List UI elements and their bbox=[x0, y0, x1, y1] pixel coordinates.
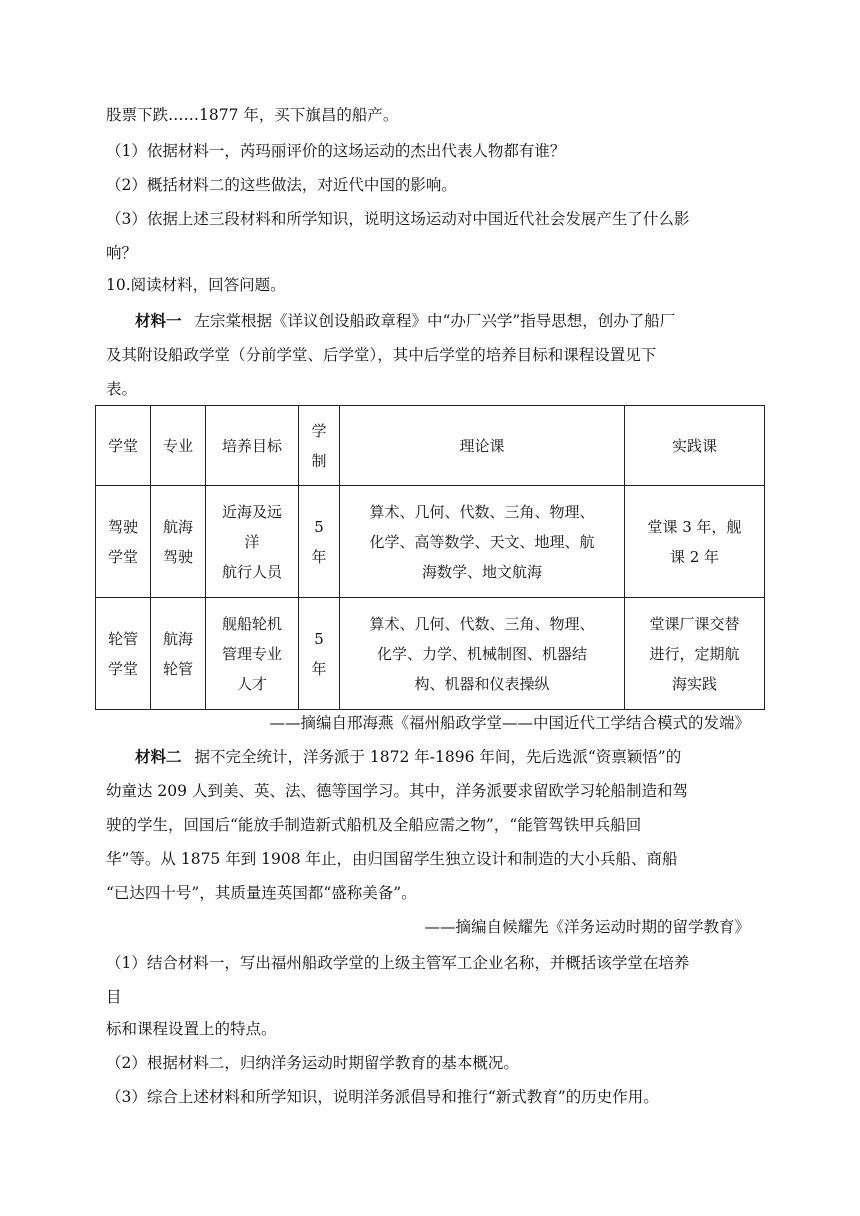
material2-text: 据不完全统计，洋务派于 1872 年-1896 年间，先后选派“资禀颖悟”的 bbox=[194, 748, 682, 766]
question-line: （2）根据材料二，归纳洋务运动时期留学教育的基本概况。 bbox=[106, 1054, 519, 1072]
table-cell: 轮管 学堂 bbox=[96, 598, 151, 710]
question-line: 响？ bbox=[106, 244, 138, 262]
table-cell: 舰船轮机 管理专业 人才 bbox=[206, 598, 299, 710]
table-row bbox=[96, 486, 765, 598]
table-header-row bbox=[96, 406, 765, 486]
header-cell: 实践课 bbox=[625, 406, 765, 486]
material2-line bbox=[135, 746, 750, 768]
material2-line: “已达四十号”，其质量连英国都“盛称美备”。 bbox=[106, 884, 417, 902]
question-line: （1）依据材料一，芮玛丽评价的这场运动的杰出代表人物都有谁？ bbox=[106, 142, 566, 160]
table-cell: 算术、几何、代数、三角、物理、 化学、力学、机械制图、机器结 构、机器和仪表操纵 bbox=[340, 598, 625, 710]
table-row bbox=[96, 598, 765, 710]
source-citation: ——摘编自邢海燕《福州船政学堂——中国近代工学结合模式的发端》 bbox=[269, 714, 750, 732]
material1-label: 材料一 bbox=[135, 311, 182, 330]
question-line: （2）概括材料二的这些做法，对近代中国的影响。 bbox=[106, 176, 457, 194]
table-cell: 5 年 bbox=[299, 598, 340, 710]
header-cell: 专业 bbox=[151, 406, 206, 486]
material1-text: 左宗棠根据《详议创设船政章程》中“办厂兴学”指导思想，创办了船厂 bbox=[194, 312, 676, 330]
header-cell: 理论课 bbox=[340, 406, 625, 486]
curriculum-table bbox=[95, 405, 765, 710]
question-line: 标和课程设置上的特点。 bbox=[106, 1020, 277, 1038]
problem-heading: 10.阅读材料，回答问题。 bbox=[106, 276, 286, 294]
material1-line bbox=[135, 310, 750, 332]
table-cell: 堂课 3 年，舰 课 2 年 bbox=[625, 486, 765, 598]
source-citation: ——摘编自候耀先《洋务运动时期的留学教育》 bbox=[424, 918, 750, 936]
material1-line: 及其附设船政学堂（分前学堂、后学堂），其中后学堂的培养目标和课程设置见下 bbox=[106, 346, 657, 364]
table-cell: 驾驶 学堂 bbox=[96, 486, 151, 598]
question-line: （3）综合上述材料和所学知识，说明洋务派倡导和推行“新式教育”的历史作用。 bbox=[106, 1088, 659, 1106]
table-cell: 算术、几何、代数、三角、物理、 化学、高等数学、天文、地理、航 海数学、地文航海 bbox=[340, 486, 625, 598]
question-line: （3）依据上述三段材料和所学知识，说明这场运动对中国近代社会发展产生了什么影 bbox=[106, 210, 690, 228]
table-cell: 近海及远 洋 航行人员 bbox=[206, 486, 299, 598]
table-cell: 航海 轮管 bbox=[151, 598, 206, 710]
text-line: 股票下跌……1877 年，买下旗昌的船产。 bbox=[106, 106, 399, 124]
header-cell: 学堂 bbox=[96, 406, 151, 486]
material2-line: 驶的学生，回国后“能放手制造新式船机及全船应需之物”，“能管驾铁甲兵船回 bbox=[106, 816, 642, 834]
header-cell: 培养目标 bbox=[206, 406, 299, 486]
table-cell: 5 年 bbox=[299, 486, 340, 598]
table-cell: 堂课厂课交替 进行，定期航 海实践 bbox=[625, 598, 765, 710]
material2-line: 幼童达 209 人到美、英、法、德等国学习。其中，洋务派要求留欧学习轮船制造和驾 bbox=[106, 782, 688, 800]
table-cell: 航海 驾驶 bbox=[151, 486, 206, 598]
material2-label: 材料二 bbox=[135, 747, 182, 766]
material2-line: 华”等。从 1875 年到 1908 年止，由归国留学生独立设计和制造的大小兵船、商船 bbox=[106, 850, 678, 868]
question-line: （1）结合材料一，写出福州船政学堂的上级主管军工企业名称，并概括该学堂在培养 bbox=[106, 954, 690, 972]
header-cell: 学 制 bbox=[299, 406, 340, 486]
question-line: 目 bbox=[106, 988, 122, 1006]
material1-line: 表。 bbox=[106, 380, 138, 398]
